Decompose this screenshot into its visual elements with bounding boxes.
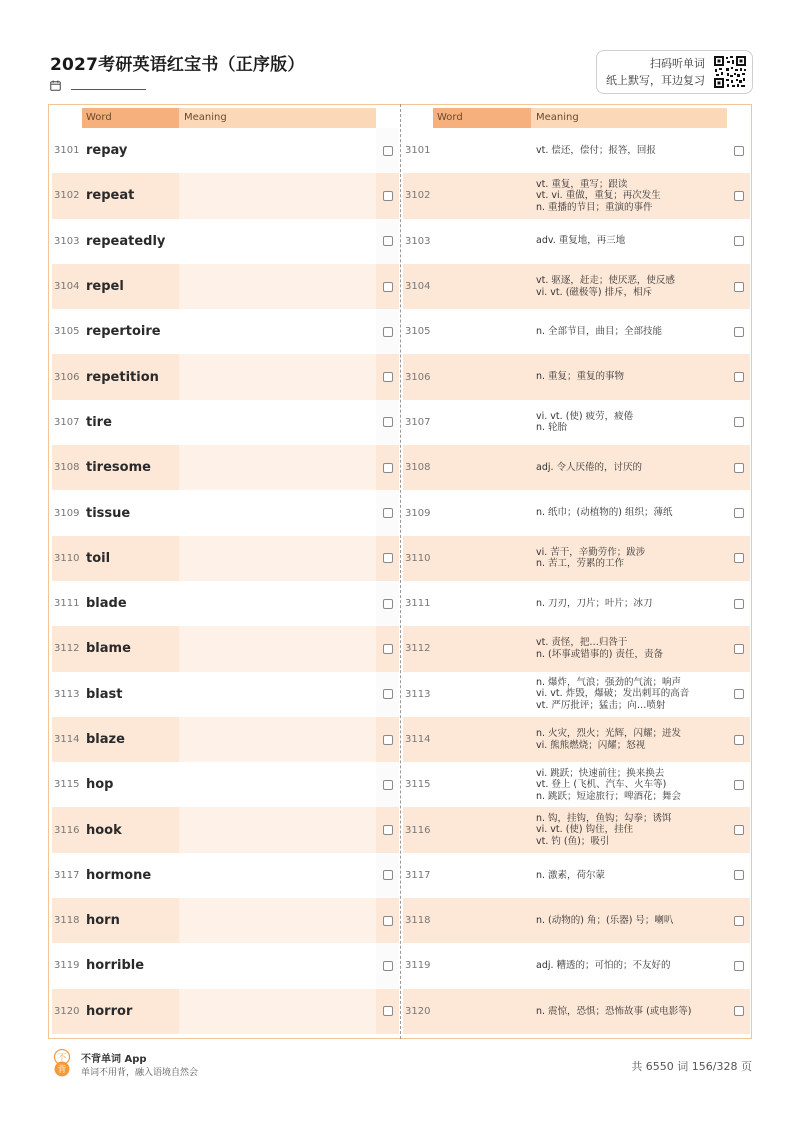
calendar-icon — [50, 80, 61, 91]
qr-line-1: 扫码听单词 — [650, 57, 705, 70]
row-number: 3115 — [405, 779, 431, 791]
page-info: 共 6550 词 156/328 页 — [631, 1060, 752, 1073]
app-name: 不背单词 App — [81, 1054, 147, 1065]
checkbox-cell — [376, 128, 399, 173]
checkbox-cell — [376, 581, 399, 626]
row-checkbox[interactable] — [383, 191, 393, 201]
row-number: 3118 — [54, 915, 80, 927]
qr-line-2: 纸上默写，耳边复习 — [606, 74, 705, 87]
header-word: Word — [82, 108, 179, 128]
table-row — [52, 173, 399, 218]
table-row — [403, 762, 750, 807]
table-row — [52, 400, 399, 445]
row-number: 3112 — [54, 643, 80, 655]
row-checkbox[interactable] — [383, 916, 393, 926]
table-row — [403, 626, 750, 671]
row-checkbox[interactable] — [383, 689, 393, 699]
meaning-blank[interactable] — [179, 672, 376, 717]
word-cell: repay — [86, 143, 128, 159]
checkbox-cell — [376, 445, 399, 490]
word-cell: repeatedly — [86, 233, 166, 249]
row-number: 3117 — [54, 869, 80, 881]
checkbox-cell — [376, 943, 399, 988]
app-slogan: 单词不用背，融入语境自然会 — [81, 1068, 199, 1078]
table-row — [52, 490, 399, 535]
word-blank[interactable] — [433, 853, 531, 898]
row-number: 3101 — [405, 145, 431, 157]
word-cell: blame — [86, 641, 131, 657]
word-cell: hormone — [86, 867, 152, 883]
table-row — [52, 807, 399, 852]
table-row — [403, 309, 750, 354]
word-cell: blast — [86, 686, 123, 702]
row-number: 3107 — [405, 416, 431, 428]
meaning-cell: vt. 责怪，把…归咎于 n. (坏事或错事的) 责任，责备 — [536, 637, 663, 660]
word-blank[interactable] — [433, 943, 531, 988]
row-number: 3104 — [54, 281, 80, 293]
table-row — [403, 264, 750, 309]
row-checkbox[interactable] — [734, 735, 744, 745]
qr-code-icon[interactable] — [713, 55, 747, 89]
row-checkbox[interactable] — [383, 372, 393, 382]
qr-panel[interactable] — [596, 50, 753, 94]
table-row — [403, 717, 750, 762]
word-cell: tire — [86, 414, 112, 430]
table-row — [403, 445, 750, 490]
meaning-blank[interactable] — [179, 807, 376, 852]
fold-line — [400, 104, 401, 1039]
meaning-cell: n. 火灾，烈火；光辉，闪耀；迸发 vi. 熊熊燃烧；闪耀；怒视 — [536, 728, 682, 751]
word-blank[interactable] — [433, 309, 531, 354]
meaning-cell: vt. 驱逐，赶走；使厌恶，使反感 vi. vt. (磁极等) 排斥，相斥 — [536, 275, 675, 298]
checkbox-cell — [376, 536, 399, 581]
meaning-cell: n. (动物的) 角；(乐器) 号；喇叭 — [536, 914, 674, 926]
meaning-cell: n. 钩，挂钩，鱼钩；勾拳；诱饵 vi. vt. (使) 钩住，挂住 vt. 钓 (鱼)；吸引 — [536, 812, 672, 847]
meaning-blank[interactable] — [179, 309, 376, 354]
meaning-blank[interactable] — [179, 219, 376, 264]
row-checkbox[interactable] — [383, 1006, 393, 1016]
date-field[interactable] — [50, 80, 146, 91]
checkbox-cell — [376, 853, 399, 898]
checkbox-cell — [376, 717, 399, 762]
word-cell: tissue — [86, 505, 131, 521]
checkbox-cell — [376, 672, 399, 717]
meaning-cell: vi. 跳跃；快速前往；换来换去 vt. 登上 (飞机、汽车、火车等) n. 跳跃；短途旅行；啤酒花；舞会 — [536, 767, 682, 802]
meaning-blank[interactable] — [179, 354, 376, 399]
row-checkbox[interactable] — [734, 961, 744, 971]
meaning-blank[interactable] — [179, 400, 376, 445]
word-cell: horror — [86, 1003, 133, 1019]
row-checkbox[interactable] — [734, 146, 744, 156]
header-meaning: Meaning — [179, 108, 376, 128]
meaning-blank[interactable] — [179, 536, 376, 581]
table-row — [403, 490, 750, 535]
row-number: 3119 — [54, 960, 80, 972]
row-number: 3105 — [405, 326, 431, 338]
checkbox-cell — [376, 354, 399, 399]
table-row — [403, 536, 750, 581]
meaning-cell: n. 爆炸，气浪；强劲的气流；响声 vi. vt. 炸毁，爆破；发出刺耳的高音 vt. 严厉批评；猛击；向…喷射 — [536, 676, 690, 711]
table-row — [403, 354, 750, 399]
table-row — [403, 943, 750, 988]
word-blank[interactable] — [433, 264, 531, 309]
row-number: 3103 — [405, 235, 431, 247]
meaning-cell: n. 重复；重复的事物 — [536, 371, 625, 383]
logo-top-char: 不 — [57, 1053, 67, 1063]
meaning-cell: n. 纸巾；(动植物的) 组织；薄纸 — [536, 507, 673, 519]
row-number: 3114 — [405, 734, 431, 745]
meaning-blank[interactable] — [179, 490, 376, 535]
checkbox-cell — [727, 807, 750, 852]
meaning-blank[interactable] — [179, 853, 376, 898]
word-blank[interactable] — [433, 173, 531, 218]
word-blank[interactable] — [433, 400, 531, 445]
row-number: 3120 — [54, 1005, 80, 1017]
meaning-cell: n. 激素，荷尔蒙 — [536, 869, 606, 881]
checkbox-cell — [376, 264, 399, 309]
word-blank[interactable] — [433, 762, 531, 807]
checkbox-cell — [376, 989, 399, 1034]
meaning-cell: vi. vt. (使) 疲劳，疲倦 n. 轮胎 — [536, 410, 634, 434]
row-number: 3109 — [405, 507, 431, 519]
meaning-blank[interactable] — [179, 626, 376, 671]
row-checkbox[interactable] — [734, 236, 744, 246]
table-row — [403, 581, 750, 626]
table-row — [52, 536, 399, 581]
checkbox-cell — [376, 309, 399, 354]
meaning-blank[interactable] — [179, 989, 376, 1034]
word-blank[interactable] — [433, 807, 531, 852]
meaning-blank[interactable] — [179, 762, 376, 807]
row-checkbox[interactable] — [383, 236, 393, 246]
word-cell: hop — [86, 777, 114, 793]
checkbox-cell — [727, 490, 750, 535]
row-checkbox[interactable] — [734, 825, 744, 835]
row-checkbox[interactable] — [383, 146, 393, 156]
table-row — [52, 445, 399, 490]
header-word: Word — [433, 108, 531, 128]
checkbox-cell — [727, 128, 750, 173]
meaning-cell: n. 刀刃，刀片；叶片；冰刀 — [536, 597, 653, 609]
word-cell: blade — [86, 596, 127, 612]
row-checkbox[interactable] — [734, 417, 744, 427]
checkbox-cell — [727, 853, 750, 898]
checkbox-cell — [727, 354, 750, 399]
table-row — [403, 672, 750, 717]
checkbox-cell — [727, 400, 750, 445]
row-number: 3108 — [54, 462, 80, 474]
word-blank[interactable] — [433, 898, 531, 943]
word-cell: hook — [86, 822, 122, 838]
meaning-cell: n. 震惊，恐惧；恐怖故事 (或电影等) — [536, 1005, 692, 1017]
row-number: 3113 — [54, 688, 80, 700]
meaning-blank[interactable] — [179, 173, 376, 218]
word-blank[interactable] — [433, 717, 531, 762]
row-number: 3118 — [405, 915, 431, 927]
row-checkbox[interactable] — [383, 870, 393, 880]
row-checkbox[interactable] — [383, 508, 393, 518]
row-checkbox[interactable] — [383, 735, 393, 745]
checkbox-cell — [376, 898, 399, 943]
checkbox-cell — [727, 626, 750, 671]
word-blank[interactable] — [433, 536, 531, 581]
word-cell: repeat — [86, 188, 135, 204]
table-row — [52, 309, 399, 354]
table-row — [52, 581, 399, 626]
table-row — [403, 853, 750, 898]
table-row — [403, 989, 750, 1034]
word-cell: horrible — [86, 958, 145, 974]
row-number: 3106 — [54, 371, 80, 383]
checkbox-cell — [727, 309, 750, 354]
row-number: 3120 — [405, 1005, 431, 1017]
meaning-cell: vt. 重复，重写；跟读 vt. vi. 重做，重复；再次发生 n. 重播的节目；重演的事件 — [536, 178, 661, 213]
word-blank[interactable] — [433, 490, 531, 535]
row-number: 3113 — [405, 688, 431, 700]
row-number: 3105 — [54, 326, 80, 338]
table-row — [52, 717, 399, 762]
table-row — [403, 807, 750, 852]
row-checkbox[interactable] — [383, 961, 393, 971]
table-header — [52, 108, 399, 128]
row-checkbox[interactable] — [383, 417, 393, 427]
word-blank[interactable] — [433, 445, 531, 490]
row-number: 3101 — [54, 145, 80, 157]
row-number: 3110 — [405, 552, 431, 564]
row-number: 3106 — [405, 371, 431, 383]
row-number: 3112 — [405, 643, 431, 655]
page-title: 2027考研英语红宝书（正序版） — [50, 55, 305, 75]
meaning-cell: adj. 糟透的；可怕的；不友好的 — [536, 960, 671, 972]
table-row — [403, 173, 750, 218]
checkbox-cell — [727, 717, 750, 762]
table-row — [52, 264, 399, 309]
checkbox-cell — [376, 626, 399, 671]
row-checkbox[interactable] — [734, 191, 744, 201]
row-number: 3119 — [405, 960, 431, 972]
word-cell: blaze — [86, 732, 125, 747]
row-number: 3111 — [405, 598, 431, 610]
row-checkbox[interactable] — [383, 780, 393, 790]
row-checkbox[interactable] — [734, 1006, 744, 1016]
row-number: 3116 — [405, 824, 431, 836]
meaning-rows — [403, 128, 750, 1034]
checkbox-cell — [727, 536, 750, 581]
row-number: 3109 — [54, 507, 80, 519]
row-number: 3104 — [405, 281, 431, 293]
row-checkbox[interactable] — [734, 282, 744, 292]
logo-bottom-char: 背 — [57, 1065, 67, 1075]
table-row — [52, 853, 399, 898]
meaning-cell: n. 全部节目，曲目；全部技能 — [536, 326, 663, 338]
row-checkbox[interactable] — [383, 553, 393, 563]
meaning-cell: adv. 重复地，再三地 — [536, 235, 626, 247]
checkbox-cell — [727, 762, 750, 807]
word-blank[interactable] — [433, 672, 531, 717]
word-blank[interactable] — [433, 626, 531, 671]
row-number: 3107 — [54, 416, 80, 428]
checkbox-cell — [727, 264, 750, 309]
row-checkbox[interactable] — [734, 372, 744, 382]
word-blank[interactable] — [433, 219, 531, 264]
meaning-blank[interactable] — [179, 264, 376, 309]
meaning-cell: adj. 令人厌倦的，讨厌的 — [536, 461, 643, 473]
checkbox-cell — [376, 400, 399, 445]
row-checkbox[interactable] — [383, 327, 393, 337]
table-header — [403, 108, 750, 128]
word-cell: repertoire — [86, 324, 161, 340]
meaning-blank[interactable] — [179, 943, 376, 988]
checkbox-cell — [727, 943, 750, 988]
checkbox-cell — [376, 219, 399, 264]
table-row — [52, 672, 399, 717]
meaning-cell: vt. 偿还，偿付；报答，回报 — [536, 144, 656, 156]
meaning-blank[interactable] — [179, 898, 376, 943]
word-cell: repel — [86, 279, 124, 295]
row-checkbox[interactable] — [734, 780, 744, 790]
qr-caption — [605, 55, 713, 89]
word-blank[interactable] — [433, 354, 531, 399]
table-row — [52, 762, 399, 807]
checkbox-cell — [727, 445, 750, 490]
header-meaning: Meaning — [531, 108, 727, 128]
checkbox-cell — [376, 490, 399, 535]
row-checkbox[interactable] — [734, 644, 744, 654]
row-checkbox[interactable] — [734, 553, 744, 563]
checkbox-cell — [727, 219, 750, 264]
checkbox-cell — [727, 672, 750, 717]
row-checkbox[interactable] — [383, 825, 393, 835]
row-number: 3111 — [54, 598, 80, 610]
table-row — [52, 128, 399, 173]
word-cell: tiresome — [86, 460, 151, 476]
word-cell: toil — [86, 550, 111, 566]
row-number: 3103 — [54, 235, 80, 247]
checkbox-cell — [376, 762, 399, 807]
word-blank[interactable] — [433, 581, 531, 626]
checkbox-cell — [376, 807, 399, 852]
table-row — [52, 626, 399, 671]
row-checkbox[interactable] — [734, 327, 744, 337]
table-row — [403, 219, 750, 264]
checkbox-cell — [727, 173, 750, 218]
app-logo-icon — [52, 1049, 72, 1077]
word-rows — [52, 128, 399, 1034]
word-table — [52, 108, 399, 1034]
table-row — [403, 128, 750, 173]
date-underline — [71, 89, 146, 90]
row-checkbox[interactable] — [383, 282, 393, 292]
checkbox-cell — [727, 989, 750, 1034]
table-row — [52, 989, 399, 1034]
checkbox-cell — [727, 581, 750, 626]
table-row — [403, 400, 750, 445]
row-checkbox[interactable] — [734, 916, 744, 926]
row-number: 3102 — [405, 190, 431, 202]
row-number: 3102 — [54, 190, 80, 202]
word-cell: repetition — [86, 369, 159, 385]
meaning-blank[interactable] — [179, 717, 376, 762]
row-number: 3115 — [54, 779, 80, 791]
row-number: 3116 — [54, 824, 80, 836]
table-row — [403, 898, 750, 943]
row-number: 3114 — [54, 734, 80, 745]
meaning-blank[interactable] — [179, 128, 376, 173]
meaning-blank[interactable] — [179, 445, 376, 490]
table-row — [52, 943, 399, 988]
row-number: 3110 — [54, 552, 80, 564]
row-number: 3108 — [405, 462, 431, 474]
row-number: 3117 — [405, 869, 431, 881]
table-row — [52, 898, 399, 943]
word-blank[interactable] — [433, 989, 531, 1034]
meaning-blank[interactable] — [179, 581, 376, 626]
meaning-cell: vi. 苦干，辛勤劳作；跋涉 n. 苦工，劳累的工作 — [536, 546, 646, 570]
table-row — [52, 354, 399, 399]
row-checkbox[interactable] — [734, 599, 744, 609]
row-checkbox[interactable] — [383, 644, 393, 654]
row-checkbox[interactable] — [734, 870, 744, 880]
row-checkbox[interactable] — [734, 463, 744, 473]
row-checkbox[interactable] — [734, 508, 744, 518]
table-row — [52, 219, 399, 264]
row-checkbox[interactable] — [383, 463, 393, 473]
checkbox-cell — [376, 173, 399, 218]
word-cell: horn — [86, 913, 120, 929]
word-blank[interactable] — [433, 128, 531, 173]
meaning-table — [403, 108, 750, 1034]
row-checkbox[interactable] — [383, 599, 393, 609]
row-checkbox[interactable] — [734, 689, 744, 699]
checkbox-cell — [727, 898, 750, 943]
